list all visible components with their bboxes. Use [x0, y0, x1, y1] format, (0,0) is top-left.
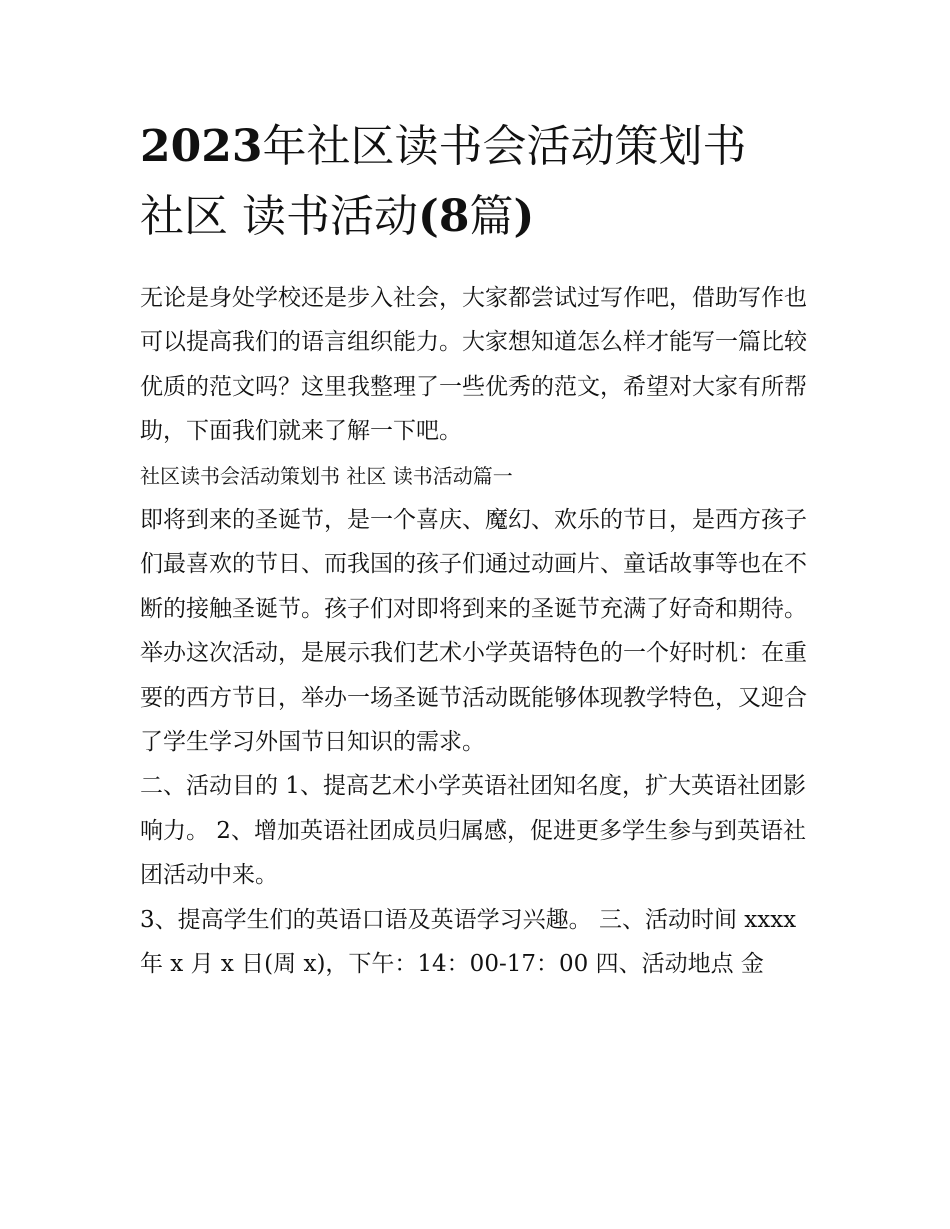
document-title: [140, 112, 820, 252]
title-count: (8: [418, 191, 470, 242]
title-line2-text: 社区 读书活动: [140, 191, 418, 242]
body-paragraph: 3、提高学生们的英语口语及英语学习兴趣。 三、活动时间 xxxx 年 x 月 x 日(周 x)，下午：14：00-17：00 四、活动地点 金: [140, 906, 797, 978]
section-heading: 社区读书会活动策划书 社区 读书活动篇一: [140, 463, 513, 488]
intro-paragraph: 无论是身处学校还是步入社会，大家都尝试过写作吧，借助写作也可以提高我们的语言组织能力。大家想知道怎么样才能写一篇比较优质的范文吗？这里我整理了一些优秀的范文，希望对大家有所帮助，下面我们就来了解一下吧。: [140, 285, 807, 445]
title-close-paren: ): [513, 191, 535, 242]
title-line1-text: 年社区读书会活动策划书: [262, 121, 747, 172]
document-page: [140, 112, 820, 987]
title-pian: 篇: [469, 191, 514, 242]
body-paragraph: 即将到来的圣诞节，是一个喜庆、魔幻、欢乐的节日，是西方孩子们最喜欢的节日、而我国的孩子们通过动画片、童话故事等也在不断的接触圣诞节。孩子们对即将到来的圣诞节充满了好奇和期待。举办这次活动，是展示我们艺术小学英语特色的一个好时机：在重要的西方节日，举办一场圣诞节活动既能够体现教学特色，又迎合了学生学习外国节日知识的需求。: [140, 507, 807, 756]
body-paragraph: 二、活动目的 1、提高艺术小学英语社团知名度，扩大英语社团影响力。 2、增加英语社团成员归属感，促进更多学生参与到英语社团活动中来。: [140, 773, 806, 889]
document-body: [140, 276, 820, 987]
title-year: 2023: [140, 121, 263, 172]
